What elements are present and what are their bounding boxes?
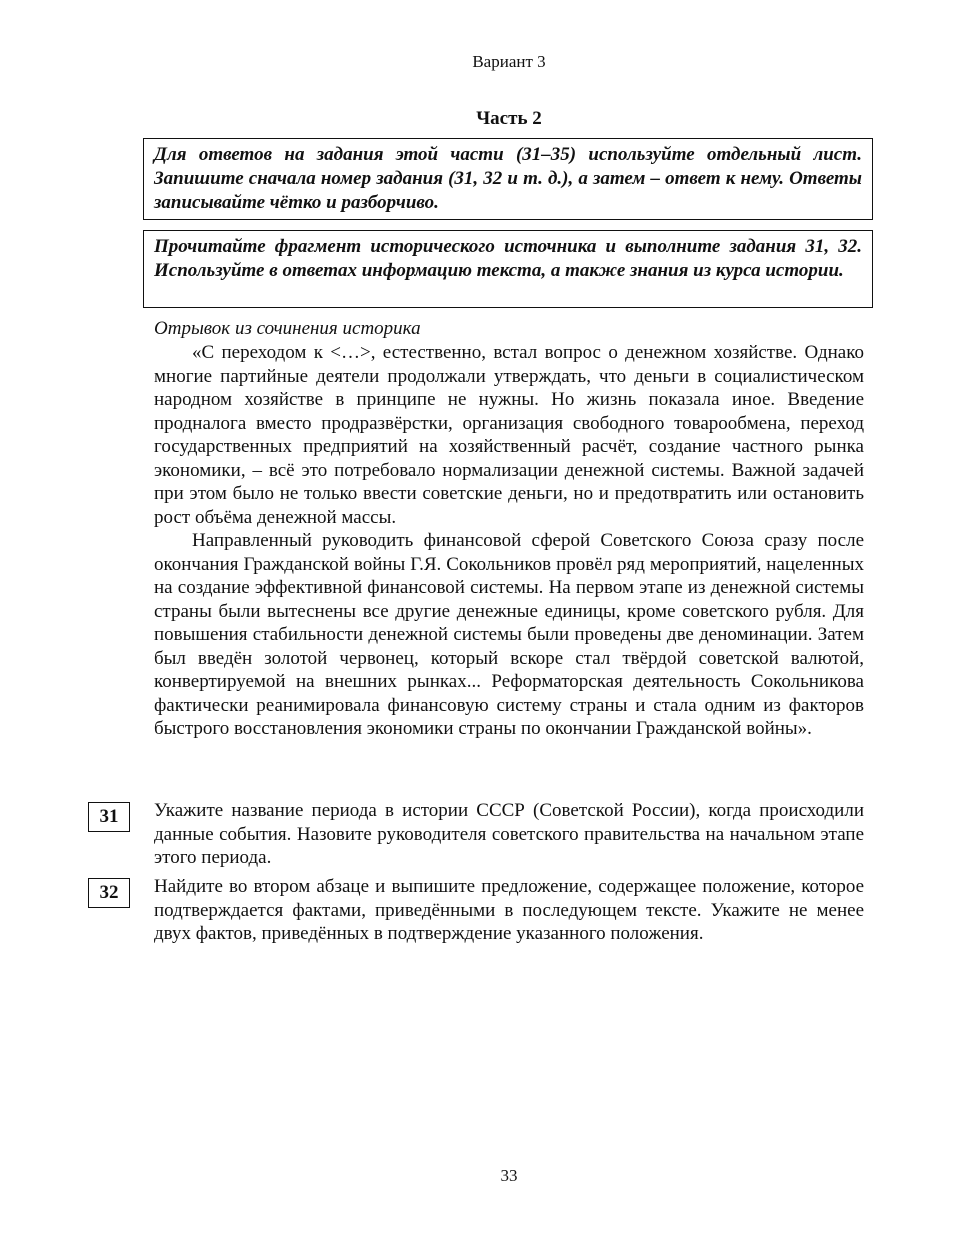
task-number-badge: 31 <box>88 802 130 832</box>
task-number-badge: 32 <box>88 878 130 908</box>
source-caption: Отрывок из сочинения историка <box>154 318 421 339</box>
source-excerpt <box>154 341 864 741</box>
answers-instruction-box: Для ответов на задания этой части (31–35) используйте отдельный лист. Запишите сначала номер задания (31, 32 и т. д.), а затем – ответ к нему. Ответы записывайте чётко и разборчиво. <box>143 138 873 220</box>
page-number: 33 <box>500 1166 518 1185</box>
variant-header: Вариант 3 <box>472 52 546 71</box>
source-paragraph-1: «С переходом к <…>, естественно, встал вопрос о денежном хозяйстве. Однако многие партийные деятели продолжали утверждать, что деньги в социалистическом народном хозяйстве в принципе не нужны. Но жизнь показала иное. Введение продналога вместо продразвёрстки, организация свободного товарообмена, переход государственных предприятий на хозяйственный расчёт, создание частного рынка экономики, – всё это потребовало нормализации денежной системы. Важной задачей при этом было не только ввести советские деньги, но и предотвратить или остановить рост объёма денежной массы. <box>154 342 864 528</box>
task-text: Укажите название периода в истории СССР (Советской России), когда происходили данные события. Назовите руководителя советского правительства на начальном этапе этого периода. <box>154 800 864 868</box>
part-title: Часть 2 <box>476 108 542 129</box>
task-text: Найдите во втором абзаце и выпишите предложение, содержащее положение, которое подтверждается фактами, приведёнными в последующем тексте. Укажите не менее двух фактов, приведённых в подтверждение указанного положения. <box>154 876 864 944</box>
source-paragraph-2: Направленный руководить финансовой сферой Советского Союза сразу после окончания Гражданской войны Г.Я. Сокольников провёл ряд мероприятий, нацеленных на создание эффективной финансовой системы. На первом этапе из денежной системы страны были вытеснены все другие денежные единицы, кроме советского рубля. Для повышения стабильности денежной системы были проведены две деноминации. Затем был введён золотой червонец, который вскоре стал твёрдой советской валютой, конвертируемой на внешних рынках... Реформаторская деятельность Сокольникова фактически реанимировала финансовую систему страны и стала одним из факторов быстрого восстановления экономики страны по окончании Гражданской войны». <box>154 530 864 739</box>
reading-instruction-box: Прочитайте фрагмент исторического источника и выполните задания 31, 32. Используйте в ответах информацию текста, а также знания из курса истории. <box>143 230 873 308</box>
